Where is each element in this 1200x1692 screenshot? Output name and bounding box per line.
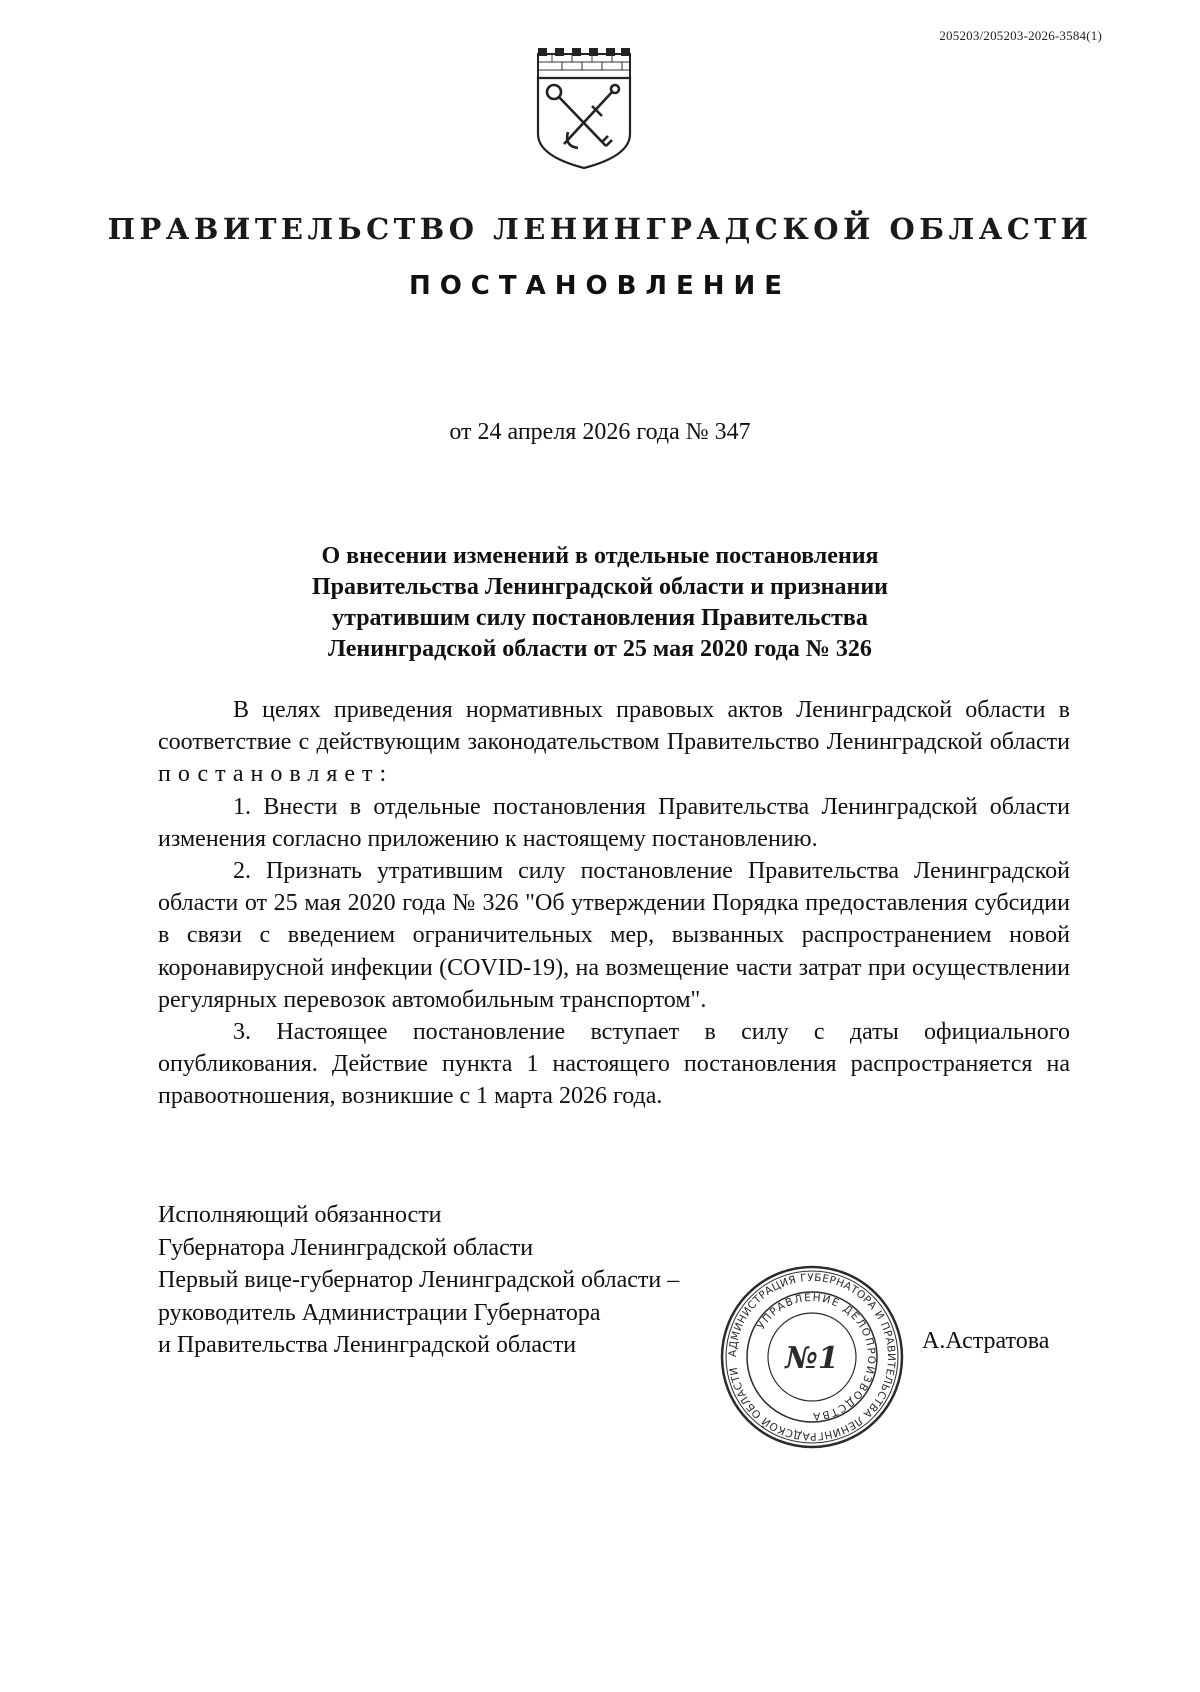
item-paragraph: 3. Настоящее постановление вступает в силу с даты официального опубликования. Действие пункта 1 настоящего постановления распространяется на правоотношения, возникшие с 1 марта 2026 года. bbox=[158, 1019, 1070, 1110]
signatory-line: руководитель Администрации Губернатора bbox=[158, 1299, 601, 1326]
signatory-line: Исполняющий обязанности bbox=[158, 1202, 442, 1228]
stamp-outer-text: АДМИНИСТРАЦИЯ ГУБЕРНАТОРА И ПРАВИТЕЛЬСТВА ЛЕНИНГРАДСКОЙ ОБЛАСТИ bbox=[726, 1271, 898, 1443]
government-title: ПРАВИТЕЛЬСТВО ЛЕНИНГРАДСКОЙ ОБЛАСТИ bbox=[107, 212, 1093, 246]
signatory-line: и Правительства Ленинградской области bbox=[158, 1332, 577, 1358]
decree-word: постановляет: bbox=[158, 761, 394, 788]
item-paragraph: 1. Внести в отдельные постановления Правительства Ленинградской области изменения согласно приложению к настоящему постановлению. bbox=[158, 793, 1070, 852]
decree-subject bbox=[150, 541, 1050, 665]
signatory-block bbox=[158, 1199, 679, 1362]
coat-of-arms-icon bbox=[532, 46, 636, 174]
subject-line: Ленинградской области от 25 мая 2020 года № 326 bbox=[328, 636, 872, 662]
subject-line: Правительства Ленинградской области и признании bbox=[312, 574, 888, 600]
signatory-line: Первый вице-губернатор Ленинградской области – bbox=[158, 1267, 680, 1293]
preamble-text: В целях приведения нормативных правовых актов Ленинградской области в соответствие с действующим законодательством Правительство Ленинградской области bbox=[158, 697, 1070, 756]
preamble-paragraph bbox=[158, 694, 1070, 791]
item-paragraph: 2. Признать утратившим силу постановление Правительства Ленинградской области от 25 мая 2020 года № 326 "Об утверждении Порядка предоставления субсидии в связи с введением ограничительных мер, вызванных распространением новой коронавирусной инфекции (COVID-19), на возмещение части затрат при осуществлении регулярных перевозок автомобильным транспортом". bbox=[158, 858, 1070, 1013]
subject-line: утратившим силу постановления Правительства bbox=[332, 605, 868, 631]
document-id: 205203/205203-2026-3584(1) bbox=[939, 28, 1102, 43]
decree-body bbox=[158, 694, 1070, 1113]
decree-date-number: от 24 апреля 2026 года № 347 bbox=[449, 419, 751, 445]
signer-name: А.Астратова bbox=[922, 1328, 1050, 1354]
document-type: ПОСТАНОВЛЕНИЕ bbox=[408, 271, 792, 301]
signatory-line: Губернатора Ленинградской области bbox=[158, 1234, 534, 1261]
official-stamp bbox=[719, 1264, 905, 1450]
stamp-number: №1 bbox=[785, 1341, 839, 1376]
stamp-inner-text: УПРАВЛЕНИЕ ДЕЛОПРОИЗВОДСТВА bbox=[755, 1291, 878, 1423]
subject-line: О внесении изменений в отдельные постановления bbox=[321, 543, 879, 569]
